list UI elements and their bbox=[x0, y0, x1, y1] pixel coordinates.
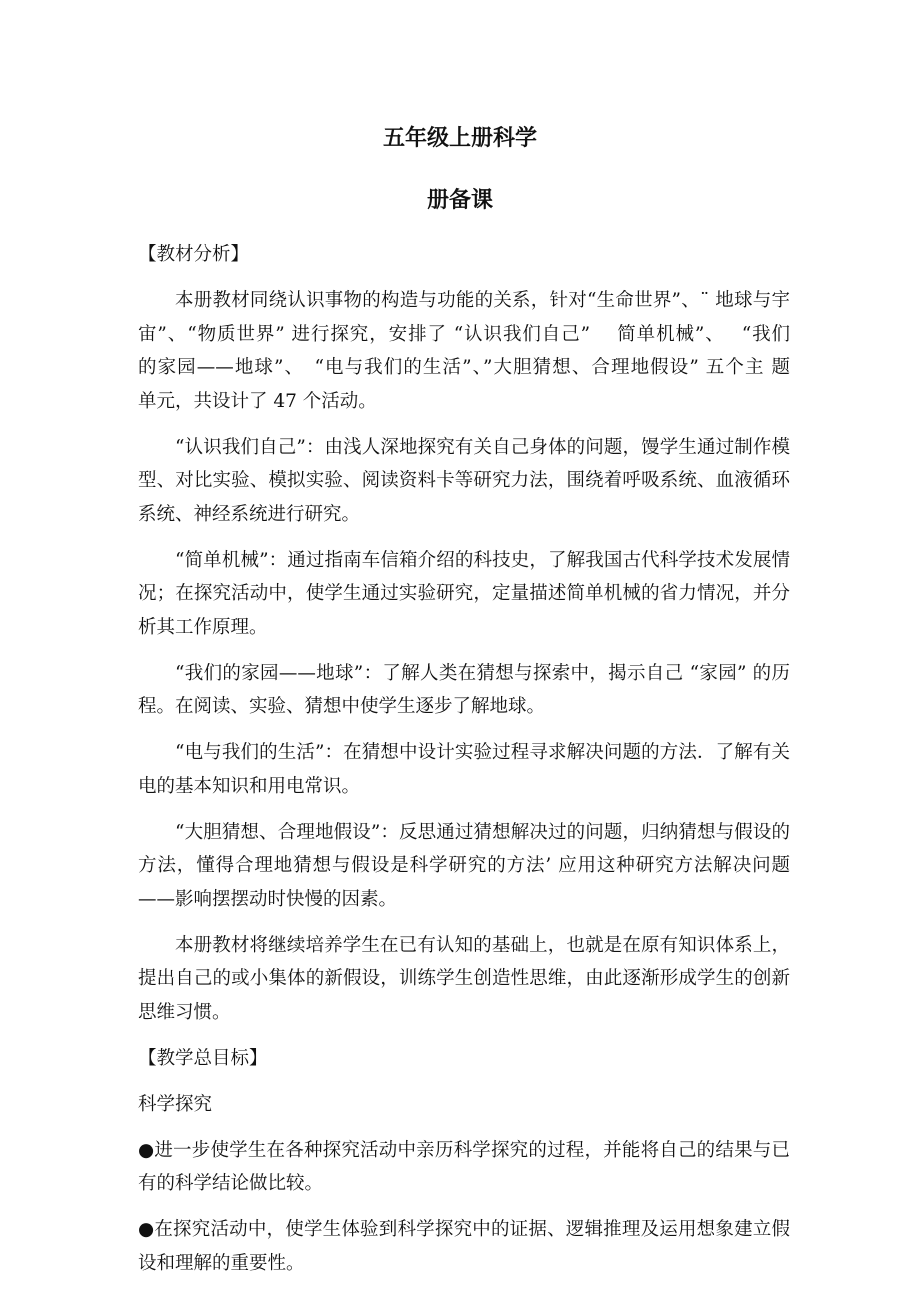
text-line: ——影响摆摆动时快慢的因素。 bbox=[138, 888, 398, 910]
paragraph bbox=[138, 1213, 790, 1280]
text-line: ●在探究活动中，使学生体验到科学探究中的证据、逻辑推理及运用想象建立假 bbox=[138, 1219, 790, 1240]
paragraph bbox=[138, 736, 790, 803]
text-line: 设和理解的重要性。 bbox=[138, 1252, 305, 1274]
text-line: 思维习惯。 bbox=[138, 1001, 231, 1023]
text-line: 有的科学结论做比较。 bbox=[138, 1173, 324, 1194]
paragraph bbox=[138, 431, 790, 532]
section-heading bbox=[138, 1088, 790, 1122]
document-body bbox=[138, 238, 790, 1293]
text-line: “大胆猜想、合理地假设”：反思通过猜想解决过的问题，归纳猜想与假设的 bbox=[175, 821, 790, 843]
document-subtitle: 册备课 bbox=[426, 188, 493, 213]
text-line: 况；在探究活动中，使学生通过实验研究，定量描述简单机械的省力情况，并分 bbox=[138, 583, 790, 604]
text-line: 型、对比实验、模拟实验、阅读资料卡等研究力法，围绕着呼吸系统、血液循环 bbox=[138, 470, 790, 491]
text-line: “认识我们自己”：由浅人深地探究有关自己身体的问题，馒学生通过制作模 bbox=[175, 436, 790, 458]
text-line: 本册教材将继续培养学生在已有认知的基础上，也就是在原有知识体系上， bbox=[175, 934, 790, 956]
text-line: 程。在阅读、实验、猜想中使学生逐步了解地球。 bbox=[138, 696, 546, 717]
section-heading bbox=[138, 1042, 790, 1076]
text-line: 科学探究 bbox=[138, 1093, 213, 1115]
text-line: 提出自己的或小集体的新假设，训练学生创造性思维，由此逐渐形成学生的创新 bbox=[138, 968, 790, 989]
text-line: “我们的家园——地球”：了解人类在猜想与探索中，揭示自己 “家园” 的历 bbox=[175, 662, 790, 684]
text-line: 【教学总目标】 bbox=[138, 1047, 268, 1069]
paragraph bbox=[138, 929, 790, 1030]
text-line: “简单机械”：通过指南车信箱介绍的科技史，了解我国古代科学技术发展情 bbox=[175, 549, 790, 571]
paragraph bbox=[138, 1134, 790, 1201]
section-heading bbox=[138, 238, 790, 272]
text-line: 系统、神经系统进行研究。 bbox=[138, 503, 361, 525]
text-line: “电与我们的生活”：在猜想中设计实验过程寻求解决问题的方法．了解有关 bbox=[175, 742, 790, 763]
text-line: 本册教材同绕认识事物的构造与功能的关系，针对“生命世界”、¨ 地球与宇 bbox=[175, 290, 790, 311]
text-line: 的家园——地球”、 “电与我们的生活”、”大胆猜想、合理地假设” 五个主 题 bbox=[138, 357, 790, 378]
paragraph bbox=[138, 544, 790, 645]
text-line: 【教材分析】 bbox=[138, 244, 250, 265]
text-line: ●进一步使学生在各种探究活动中亲历科学探究的过程，并能将自己的结果与已 bbox=[138, 1139, 790, 1161]
paragraph bbox=[138, 816, 790, 917]
text-line: 方法，懂得合理地猜想与假设是科学研究的方法’ 应用这种研究方法解决问题 bbox=[138, 855, 790, 876]
document-title: 五年级上册科学 bbox=[382, 126, 537, 151]
text-line: 析其工作原理。 bbox=[138, 616, 268, 638]
text-line: 单元，共设计了 47 个活动。 bbox=[138, 390, 377, 412]
text-line: 宙”、“物质世界” 进行探究，安排了 “认识我们自己” 简单机械”、 “我们 bbox=[138, 323, 790, 345]
text-line: 电的基本知识和用电常识。 bbox=[138, 775, 361, 797]
paragraph bbox=[138, 284, 790, 418]
paragraph bbox=[138, 657, 790, 724]
